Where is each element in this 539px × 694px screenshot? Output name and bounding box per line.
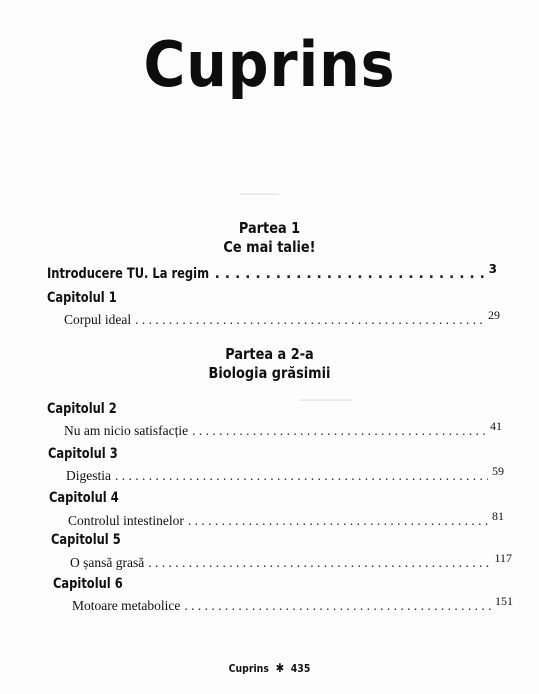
bleed-through-mark: ―――― [300,393,352,408]
footer-label: Cuprins [228,662,269,675]
chapter-1-heading: Capitolul 1 [47,290,117,306]
dot-leader [184,598,491,614]
toc-entry-chapter-6[interactable] [72,594,513,614]
dot-leader [188,513,488,529]
chapter-6-title: Motoare metabolice [72,598,181,613]
part-2-number: Partea a 2-a [225,345,314,363]
toc-entry-chapter-2[interactable] [64,419,502,439]
chapter-2-heading: Capitolul 2 [47,401,117,417]
chapter-4-heading: Capitolul 4 [49,490,119,506]
toc-entry-chapter-1[interactable] [64,308,500,328]
chapter-5-title: O șansă grasă [70,555,145,570]
intro-page-number: 3 [488,262,497,276]
part-1-title: Ce mai talie! [223,238,316,256]
chapter-6-page-number: 151 [495,594,513,608]
chapter-5-page-number: 117 [494,551,512,565]
chapter-1-page-number: 29 [488,308,500,322]
toc-entry-intro[interactable] [47,262,497,282]
part-1-number: Partea 1 [238,219,301,237]
chapter-4-page-number: 81 [492,509,504,523]
page-title: Cuprins [143,28,396,101]
chapter-3-page-number: 59 [492,464,504,478]
intro-label: Introducere TU. La regim [47,266,210,282]
chapter-2-title: Nu am nicio satisfacție [64,423,189,438]
chapter-3-heading: Capitolul 3 [48,446,118,462]
dot-leader [115,468,488,484]
chapter-3-title: Digestia [66,468,111,483]
bleed-through-mark: ――― [240,187,279,202]
page-footer [40,661,498,675]
chapter-6-heading: Capitolul 6 [53,576,123,592]
part-2-title: Biologia grăsimii [208,364,331,382]
star-separator-icon: ✱ [275,661,285,675]
chapter-4-title: Controlul intestinelor [68,513,184,528]
chapter-5-heading: Capitolul 5 [51,532,121,548]
part-2-heading [38,345,502,383]
chapter-1-title: Corpul ideal [64,312,132,327]
footer-page-number: 435 [290,662,311,675]
part-1-heading [38,219,502,257]
dot-leader [148,555,490,571]
dot-leader [215,266,485,282]
toc-entry-chapter-5[interactable] [70,551,512,571]
dot-leader [192,423,486,439]
toc-entry-chapter-4[interactable] [68,509,504,529]
chapter-2-page-number: 41 [490,419,502,433]
dot-leader [135,312,484,328]
toc-entry-chapter-3[interactable] [66,464,504,484]
